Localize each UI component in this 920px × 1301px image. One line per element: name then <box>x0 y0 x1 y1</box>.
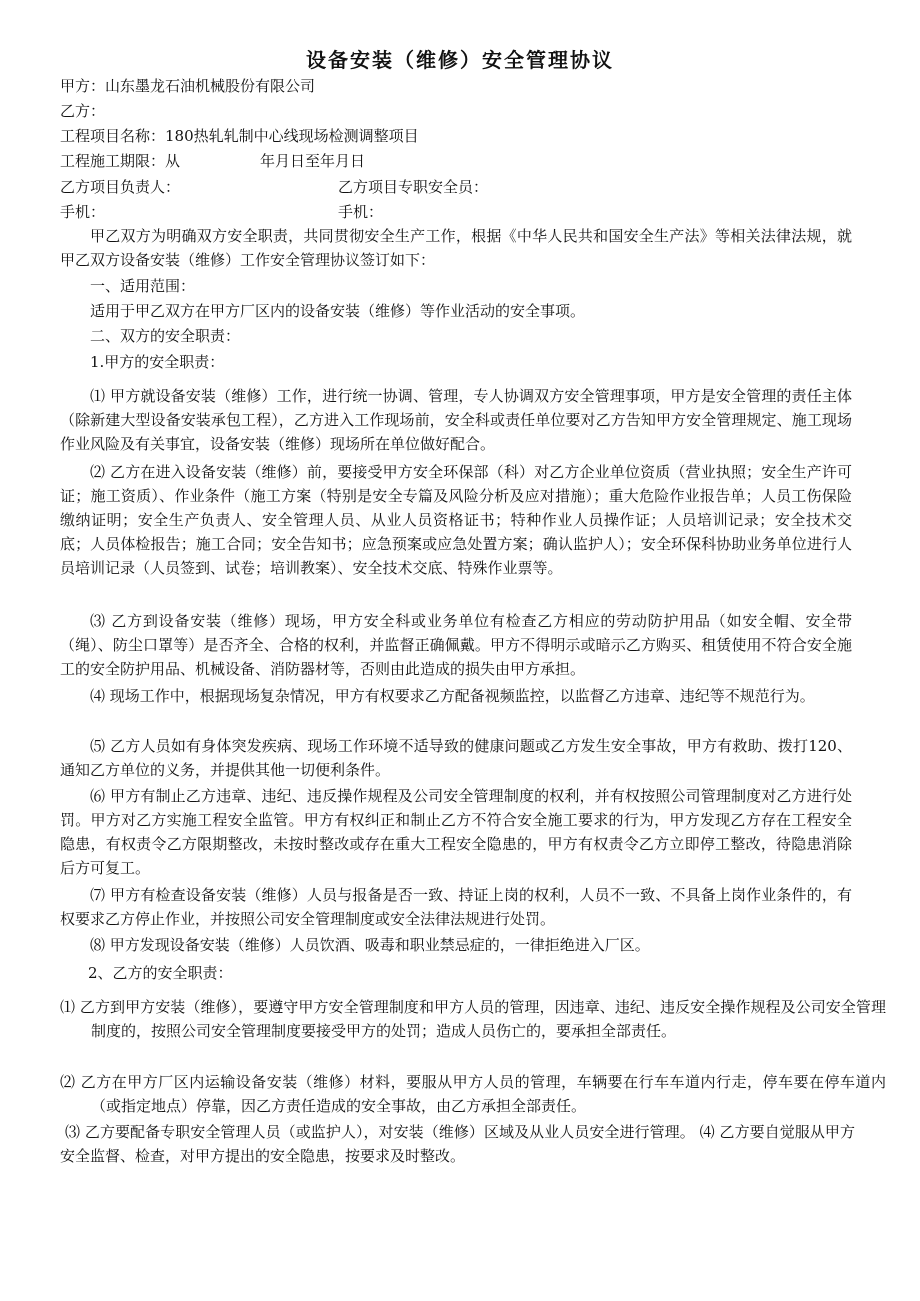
a-item-3: ⑶ 乙方到设备安装（维修）现场，甲方安全科或业务单位有检查乙方相应的劳动防护用品（如安全帽、安全带（绳）、防尘口罩等）是否齐全、合格的权利，并监督正确佩戴。甲方不得明示或暗示乙方购买、租赁使用不符合安全施工的安全防护用品、机械设备、消防器材等，否则由此造成的损失由甲方承担。 <box>60 612 852 678</box>
section-1-body: 适用于甲乙双方在甲方厂区内的设备安装（维修）等作业活动的安全事项。 <box>90 302 586 320</box>
section-2-title: 二、双方的安全职责： <box>90 327 241 345</box>
a-item-8: ⑻ 甲方发现设备安装（维修）人员饮酒、吸毒和职业禁忌症的，一律拒绝进入厂区。 <box>90 936 650 954</box>
subsection-b-title: 2、乙方的安全职责： <box>88 964 233 982</box>
document-title: 设备安装（维修）安全管理协议 <box>306 48 614 72</box>
project-name-line: 工程项目名称：180热轧轧制中心线现场检测调整项目 <box>60 127 419 145</box>
b-item-3: ⑶ 乙方要配备专职安全管理人员（或监护人），对安装（维修）区域及从业人员安全进行管理。 <box>65 1123 695 1141</box>
party-b-safety-officer-label: 乙方项目专职安全员： <box>338 178 489 196</box>
party-b-manager-label: 乙方项目负责人： <box>60 178 181 196</box>
period-label: 工程施工期限：从 <box>60 152 181 170</box>
intro-paragraph: 甲乙双方为明确双方安全职责，共同贯彻安全生产工作，根据《中华人民共和国安全生产法》等相关法律法规，就甲乙双方设备安装（维修）工作安全管理协议签订如下： <box>60 227 852 269</box>
b-item-4: ⑷ 乙方要自觉服从甲方安全监督、检查，对甲方提出的安全隐患，按要求及时整改。 <box>60 1123 855 1165</box>
phone-label-manager: 手机： <box>60 203 106 221</box>
party-a-line: 甲方：山东墨龙石油机械股份有限公司 <box>60 77 316 95</box>
a-item-1: ⑴ 甲方就设备安装（维修）工作，进行统一协调、管理，专人协调双方安全管理事项，甲方是安全管理的责任主体（除新建大型设备安装承包工程），乙方进入工作现场前，安全科或责任单位要对乙方告知甲方安全管理规定、施工现场作业风险及有关事宜，设备安装（维修）现场所在单位做好配合。 <box>60 387 852 453</box>
section-1-title: 一、适用范围： <box>90 277 196 295</box>
party-b-line: 乙方： <box>60 102 106 120</box>
a-item-2: ⑵ 乙方在进入设备安装（维修）前，要接受甲方安全环保部（科）对乙方企业单位资质（营业执照；安全生产许可证；施工资质）、作业条件（施工方案（特别是安全专篇及风险分析及应对措施）；重大危险作业报告单；人员工伤保险缴纳证明；安全生产负责人、安全管理人员、从业人员资格证书；特种作业人员操作证；人员培训记录；安全技术交底；人员体检报告；施工合同；安全告知书；应急预案或应急处置方案；确认监护人）；安全环保科协助业务单位进行人员培训记录（人员签到、试卷；培训教案）、安全技术交底、特殊作业票等。 <box>60 463 852 577</box>
a-item-4: ⑷ 现场工作中，根据现场复杂情况，甲方有权要求乙方配备视频监控，以监督乙方违章、违纪等不规范行为。 <box>90 687 815 705</box>
subsection-a-title: 1.甲方的安全职责： <box>90 353 225 371</box>
period-value: 年月日至年月日 <box>260 152 366 170</box>
a-item-7: ⑺ 甲方有检查设备安装（维修）人员与报备是否一致、持证上岗的权利，人员不一致、不具备上岗作业条件的，有权要求乙方停止作业，并按照公司安全管理制度或安全法律法规进行处罚。 <box>60 886 852 928</box>
a-item-6: ⑹ 甲方有制止乙方违章、违纪、违反操作规程及公司安全管理制度的权利，并有权按照公司管理制度对乙方进行处罚。甲方对乙方实施工程安全监管。甲方有权纠正和制止乙方不符合安全施工要求的行为，甲方发现乙方存在工程安全隐患，有权责令乙方限期整改，未按时整改或存在重大工程安全隐患的，甲方有权责令乙方立即停工整改，待隐患消除后方可复工。 <box>60 787 852 877</box>
a-item-5: ⑸ 乙方人员如有身体突发疾病、现场工作环境不适导致的健康问题或乙方发生安全事故，甲方有救助、拨打120、通知乙方单位的义务，并提供其他一切便利条件。 <box>60 737 852 779</box>
phone-label-safety-officer: 手机： <box>338 203 384 221</box>
b-item-3-4 <box>60 1120 855 1168</box>
b-item-2: ⑵ 乙方在甲方厂区内运输设备安装（维修）材料，要服从甲方人员的管理，车辆要在行车车道内行走，停车要在停车道内（或指定地点）停靠，因乙方责任造成的安全事故，由乙方承担全部责任。 <box>60 1073 886 1115</box>
b-item-1: ⑴ 乙方到甲方安装（维修），要遵守甲方安全管理制度和甲方人员的管理，因违章、违纪、违反安全操作规程及公司安全管理制度的，按照公司安全管理制度要接受甲方的处罚；造成人员伤亡的，要承担全部责任。 <box>60 998 886 1040</box>
